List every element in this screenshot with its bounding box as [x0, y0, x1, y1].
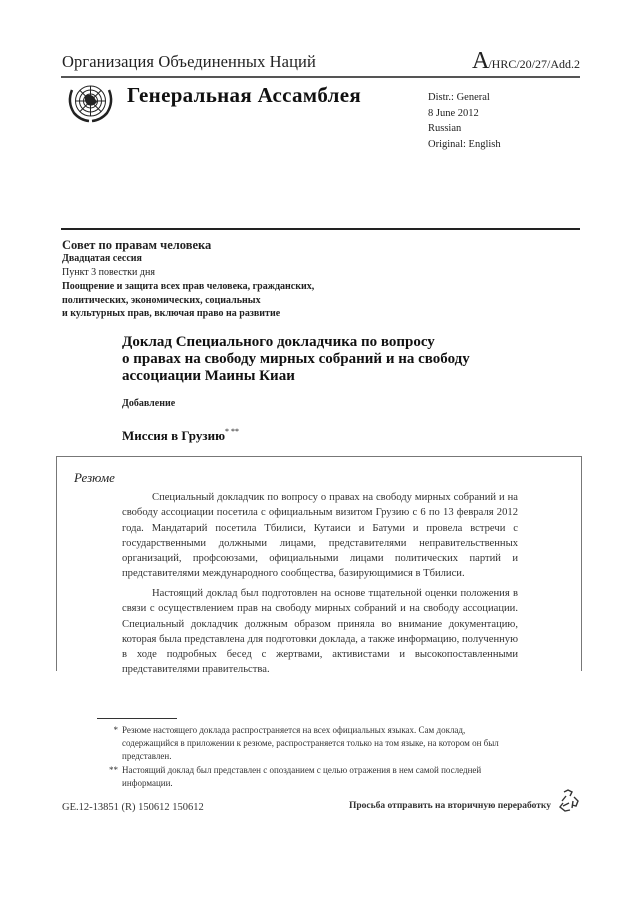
session-label: Двадцатая сессия — [62, 253, 142, 264]
summary-paragraph: Специальный докладчик по вопросу о правах на свободу мирных собраний и на свободу ассоциации посетила с официальным визитом Грузию с 6 по 13 февраля 2012 года. Мандатарий посетила Тбилиси, Кутаиси и Батуми и провела встречи с государственными должными лицами, представителями неправительственных организаций, профсоюзами, официальными лицами политических партий и представителями международного сообщества, базирующимися в Тбилиси. — [122, 492, 518, 580]
footnote-mark: * — [113, 725, 118, 735]
summary-paragraph: Настоящий доклад был подготовлен на основе тщательной оценки положения в связи с осуществлением прав на свободу мирных собраний и на свободу ассоциации. Специальный докладчик должным образом приняла во внимание документацию, которая была представлена для подготовки доклада, а также информацию, полученную в ходе подробных бесед с жертвами, активистами и высокопоставленными представителями правительства. — [122, 588, 518, 676]
report-title — [122, 334, 542, 385]
agenda-title-line: Поощрение и защита всех прав человека, гражданских, — [62, 281, 315, 292]
language-label: Russian — [428, 123, 462, 134]
council-block — [62, 238, 314, 321]
general-assembly-title: Генеральная Ассамблея — [127, 83, 362, 107]
footnote-marks[interactable]: * ** — [225, 427, 240, 436]
section-rule — [61, 228, 580, 230]
footnote-text: Настоящий доклад был представлен с опозданием с целью отражения в нем самой последней информации. — [122, 764, 482, 788]
footnotes — [102, 724, 522, 790]
council-name: Совет по правам человека — [62, 238, 212, 252]
footnote — [102, 724, 522, 764]
recycle-note: Просьба отправить на вторичную переработку — [349, 801, 551, 811]
mission-heading — [122, 427, 239, 444]
recycle-icon — [555, 788, 581, 814]
symbol-prefix: A — [471, 48, 489, 74]
report-title-line: ассоциации Маины Киаи — [122, 368, 295, 384]
agenda-title-line: политических, экономических, социальных — [62, 294, 261, 306]
footnote-mark: ** — [109, 764, 118, 775]
distr-label: Distr.: General — [428, 92, 490, 103]
date-label: 8 June 2012 — [428, 107, 479, 119]
footnote-text: Резюме настоящего доклада распространяется на всех официальных языках. Сам доклад, содержащийся в приложении к резюме, распространяется только на том языке, на котором он был представлен. — [122, 725, 499, 762]
original-language-label: Original: English — [428, 138, 501, 150]
document-number: GE.12-13851 (R) 150612 150612 — [62, 802, 204, 813]
addendum-label: Добавление — [122, 398, 176, 409]
report-title-line: Доклад Специального докладчика по вопросу — [122, 334, 435, 350]
un-emblem-icon — [63, 80, 118, 124]
document-symbol — [472, 48, 580, 75]
agenda-item-label: Пункт 3 повестки дня — [62, 267, 155, 278]
header-rule — [61, 76, 580, 78]
agenda-title-line: и культурных прав, включая право на развитие — [62, 308, 281, 319]
organization-name: Организация Объединенных Наций — [62, 52, 316, 71]
distribution-block — [428, 90, 501, 152]
mission-title: Миссия в Грузию — [122, 428, 226, 443]
symbol-rest: /HRC/20/27/Add.2 — [488, 57, 580, 71]
footnote — [102, 764, 522, 790]
summary-heading: Резюме — [74, 470, 115, 485]
footnote-rule — [97, 718, 177, 719]
report-title-line: о правах на свободу мирных собраний и на свободу — [122, 351, 470, 367]
